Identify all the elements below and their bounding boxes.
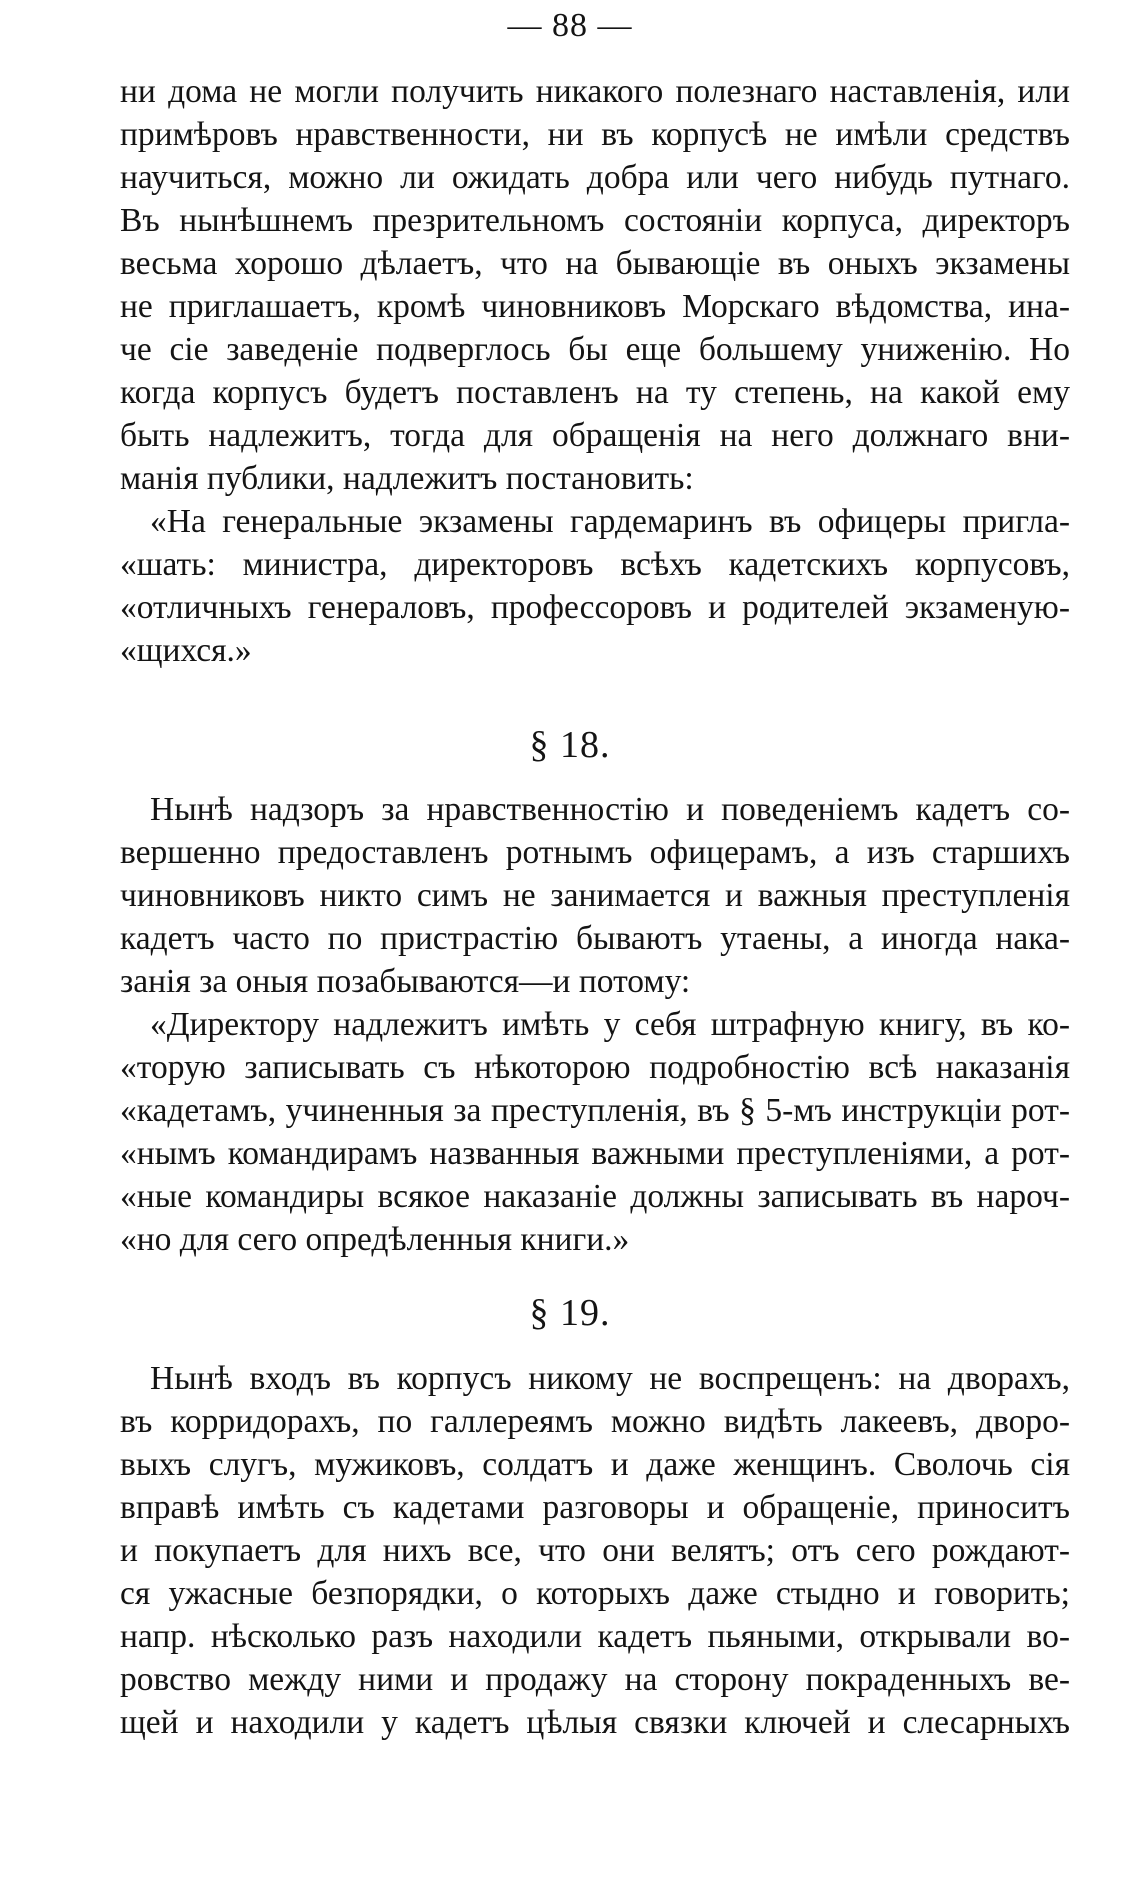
text-line: примѣровъ нравственности, ни въ корпусѣ не имѣли средствъ	[120, 116, 1070, 153]
text-line: вправѣ имѣть съ кадетами разговоры и обращеніе, приноситъ	[120, 1489, 1070, 1526]
text-line: ни дома не могли получить никакого полезнаго наставленія, или	[120, 73, 1070, 110]
section-18-quote	[120, 1003, 1070, 1261]
quote-line: «отличныхъ генераловъ, профессоровъ и родителей экзаменую-	[120, 589, 1070, 626]
text-line: манія публики, надлежитъ постановить:	[120, 460, 694, 497]
text-line: ся ужасные безпорядки, о которыхъ даже стыдно и говорить;	[120, 1575, 1070, 1612]
quote-line: «нымъ командирамъ названныя важными преступленіями, а рот-	[120, 1135, 1070, 1172]
quote-line: «но для сего опредѣленныя книги.»	[120, 1221, 630, 1258]
section-18-paragraph	[120, 788, 1070, 1003]
section-19-title: § 19.	[529, 1292, 611, 1334]
text-line: быть надлежитъ, тогда для обращенія на него должнаго вни-	[120, 417, 1070, 454]
text-line: не приглашаетъ, кромѣ чиновниковъ Морскаго вѣдомства, ина-	[120, 288, 1070, 325]
quote-line: «ные командиры всякое наказаніе должны записывать въ нароч-	[120, 1178, 1070, 1215]
text-line: ровство между ними и продажу на сторону покраденныхъ ве-	[120, 1661, 1070, 1698]
text-line: чиновниковъ никто симъ не занимается и важныя преступленія	[120, 877, 1070, 914]
text-line: Нынѣ входъ въ корпусъ никому не воспрещенъ: на дворахъ,	[150, 1360, 1070, 1397]
text-line: Въ нынѣшнемъ презрительномъ состояніи корпуса, директоръ	[120, 202, 1070, 239]
section-19-paragraph	[120, 1357, 1070, 1744]
text-line: напр. нѣсколько разъ находили кадетъ пьяными, открывали во-	[120, 1618, 1070, 1655]
text-line: когда корпусъ будетъ поставленъ на ту степень, на какой ему	[120, 374, 1070, 411]
quote-exams	[120, 500, 1070, 672]
quote-line: «торую записывать съ нѣкоторою подробностію всѣ наказанія	[120, 1049, 1070, 1086]
text-line: вершенно предоставленъ ротнымъ офицерамъ, а изъ старшихъ	[120, 834, 1070, 871]
continuation-paragraph	[120, 70, 1070, 500]
text-line: выхъ слугъ, мужиковъ, солдатъ и даже женщинъ. Сволочь сія	[120, 1446, 1070, 1483]
quote-line: «шать: министра, директоровъ всѣхъ кадетскихъ корпусовъ,	[120, 546, 1070, 583]
text-line: Нынѣ надзоръ за нравственностію и поведеніемъ кадетъ со-	[150, 791, 1070, 828]
text-line: че сіе заведеніе подверглось бы еще большему униженію. Но	[120, 331, 1070, 368]
text-line: кадетъ часто по пристрастію бываютъ утаены, а иногда нака-	[120, 920, 1070, 957]
text-line: весьма хорошо дѣлаетъ, что на бывающіе въ оныхъ экзамены	[120, 245, 1070, 282]
page-number: — 88 —	[507, 7, 633, 44]
text-line: и покупаетъ для нихъ все, что они велятъ; отъ сего рождают-	[120, 1532, 1070, 1569]
quote-line: «На генеральные экзамены гардемаринъ въ офицеры пригла-	[150, 503, 1070, 540]
section-18-title: § 18.	[529, 724, 611, 766]
text-line: занія за оныя позабываются—и потому:	[120, 963, 691, 1000]
text-line: научиться, можно ли ожидать добра или чего нибудь путнаго.	[120, 159, 1070, 196]
text-line: щей и находили у кадетъ цѣлыя связки ключей и слесарныхъ	[120, 1704, 1070, 1741]
quote-line: «щихся.»	[120, 632, 252, 669]
quote-line: «кадетамъ, учиненныя за преступленія, въ § 5-мъ инструкціи рот-	[120, 1092, 1070, 1129]
text-line: въ корридорахъ, по галлереямъ можно видѣть лакеевъ, дворо-	[120, 1403, 1070, 1440]
quote-line: «Директору надлежитъ имѣть у себя штрафную книгу, въ ко-	[150, 1006, 1070, 1043]
